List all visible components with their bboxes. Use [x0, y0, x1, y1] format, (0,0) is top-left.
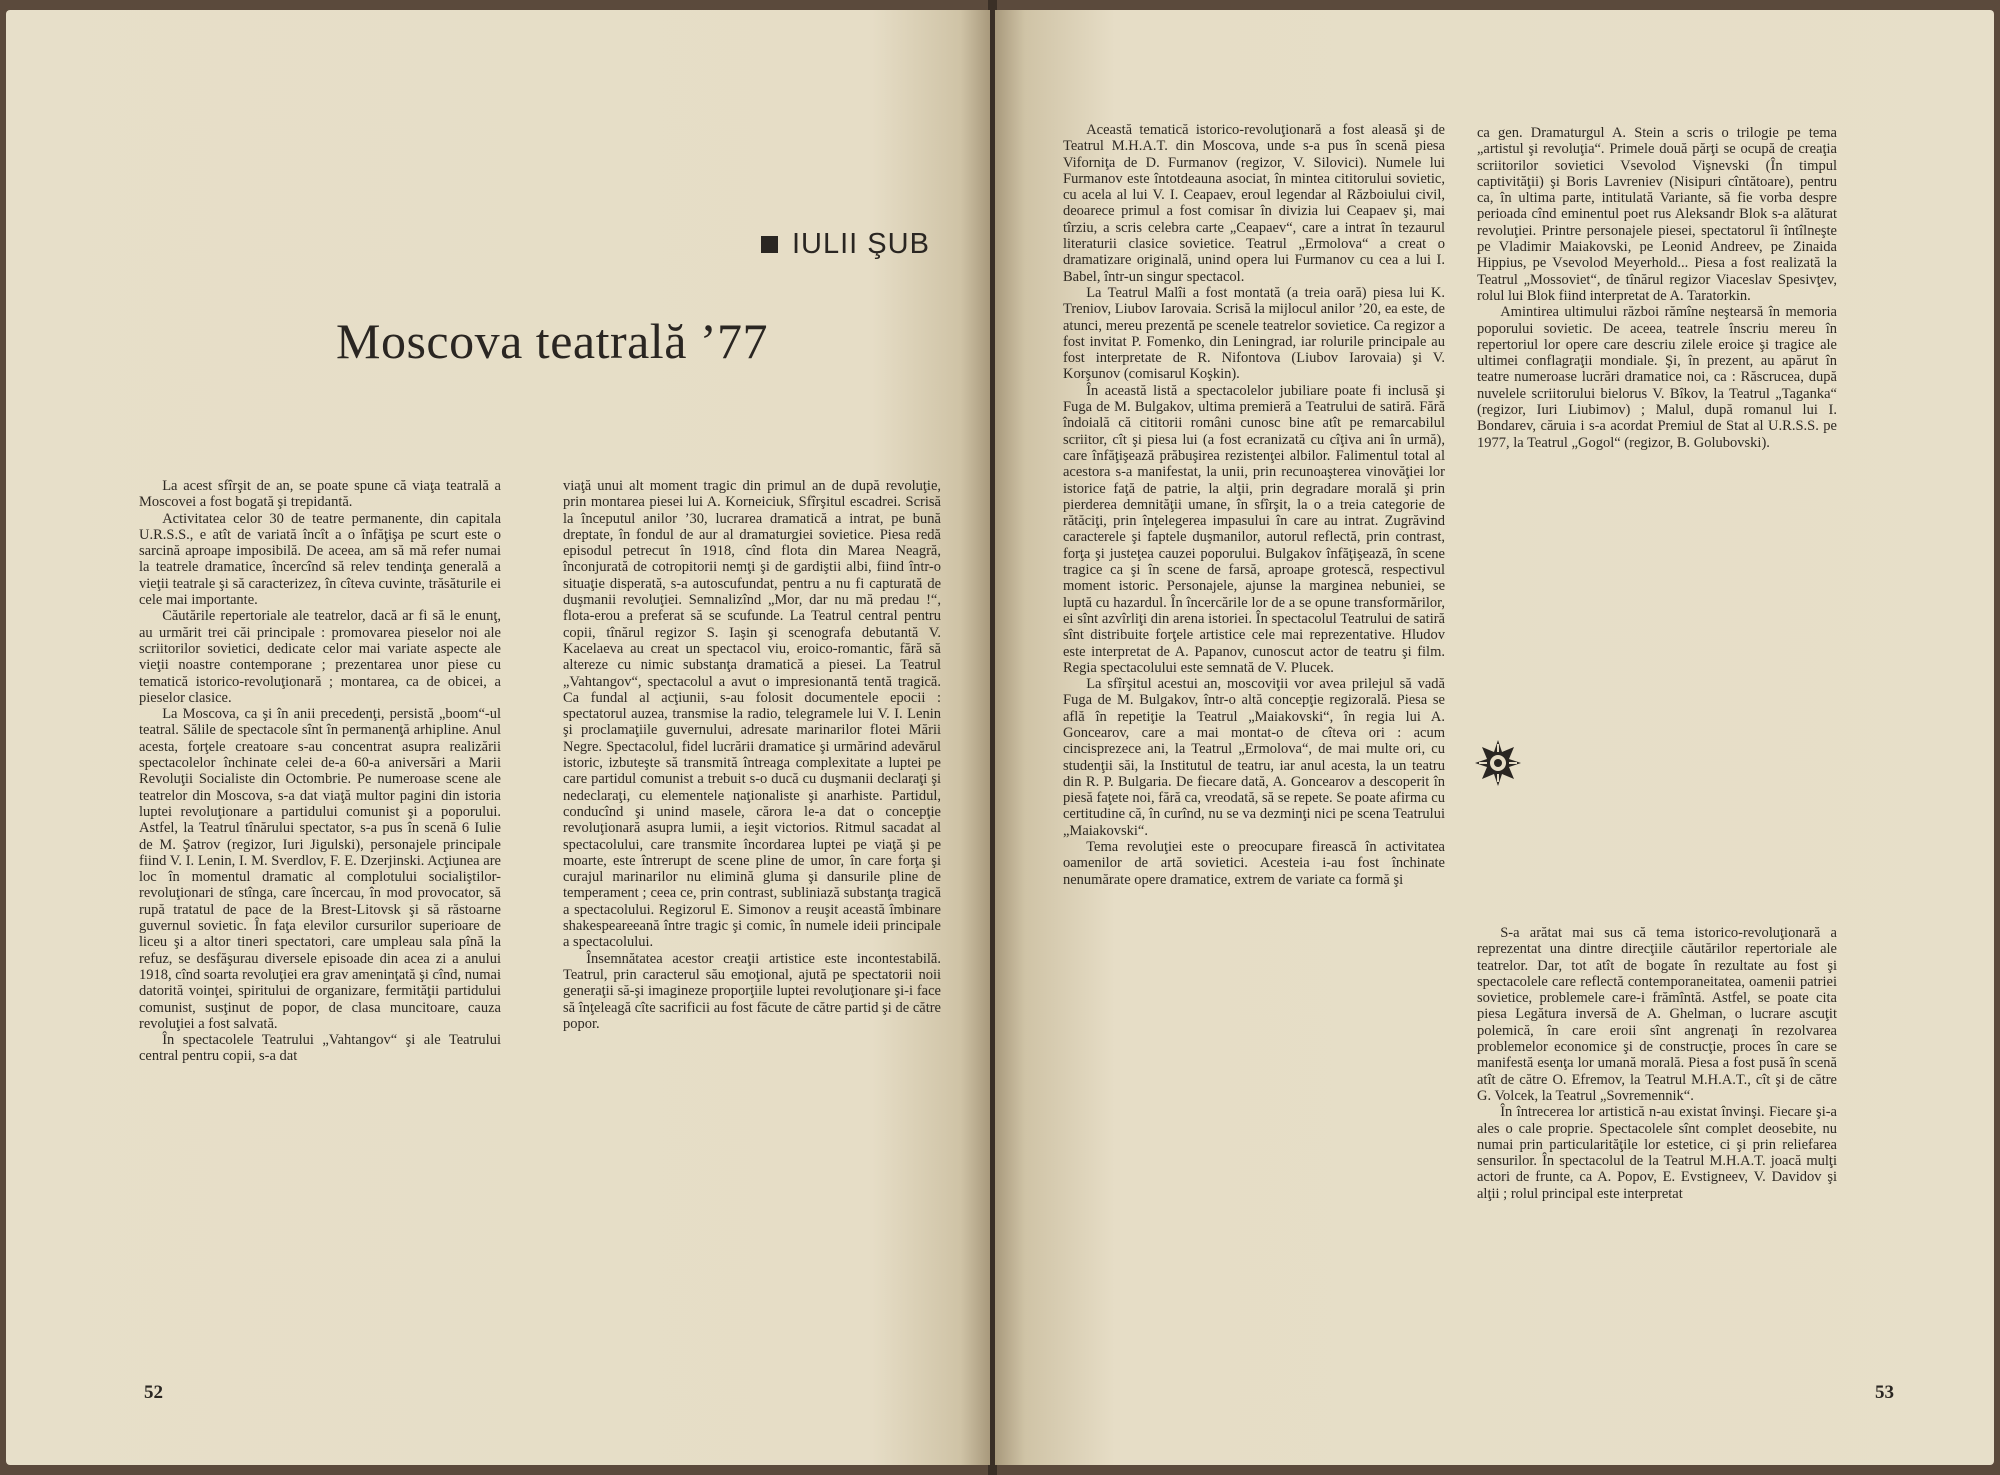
author-byline: [761, 228, 930, 261]
author-name: IULII ŞUB: [792, 228, 930, 260]
paragraph: Amintirea ultimului război rămîne neştearsă în memoria poporului sovietic. De aceea, teatrele înscriu mereu în repertoriul lor opere care descriu zilele eroice şi tragice ale ultimei conflagraţii mondiale. Şi, în prezent, au apărut în teatre numeroase lucrări dramatice noi, ca : Răscrucea, după nuvelele scriitorului bielorus V. Bîkov, la Teatrul „Taganka“ (regizor, Iuri Liubimov) ; Malul, după romanul lui I. Bondarev, căruia i s-a acordat Premiul de Stat al U.R.S.S. pe 1977, la Teatrul „Gogol“ (regizor, B. Golubovski).: [1477, 304, 1837, 451]
snowflake-ornament-icon: [1473, 738, 1523, 788]
paragraph: În spectacolele Teatrului „Vahtangov“ şi ale Teatrului central pentru copii, s-a dat: [139, 1032, 501, 1065]
paragraph: Activitatea celor 30 de teatre permanente, din capitala U.R.S.S., e atît de variată încît a o înfăţişa pe scurt este o sarcină aproape imposibilă. De aceea, am să mă refer numai la teatrele dramatice, încercînd să relev tendinţa generală a vieţii teatrale şi să caracterizez, în cîteva cuvinte, trăsăturile ei cele mai importante.: [139, 510, 501, 609]
left-column-1: [139, 478, 501, 1065]
right-column-2-top: [1477, 125, 1837, 451]
paragraph: viaţă unui alt moment tragic din primul an de după revoluţie, prin montarea piesei lui A. Korneiciuk, Sfîrşitul escadrei. Scrisă la începutul anilor ’30, lucrarea dramatică a intrat, pe bună dreptate, în fondul de aur al dramaturgiei sovietice. Piesa redă episodul petrecut în 1918, cînd flota din Marea Neagră, înconjurată de cotropitorii nemţi şi de gardiştii albi, fiind într-o situaţie disperată, s-a autoscufundat, pentru a nu fi capturată de duşmanii revoluţiei. Semnalizînd „Mor, dar nu mă predau !“, flota-erou a preferat să se scufunde. La Teatrul central pentru copii, tînărul regizor S. Iaşin şi scenografa debutantă V. Kacelaeva au creat un spectacol viu, eroico-romantic, fără să altereze cu nimic substanţa dramatică a piesei. La Teatrul „Vahtangov“, spectacolul a avut o impresionantă tentă tragică. Ca fundal al acţiunii, s-au folosit documentele epocii : spectatorul auzea, transmise la radio, telegramele lui V. I. Lenin şi proclamaţiile guvernului, adresate marinarilor flotei Mării Negre. Spectacolul, fidel lucrării dramatice şi urmărind adevărul istoric, izbuteşte să transmită întreaga complexitate a luptei pe care partidul comunist a trebuit s-o ducă cu duşmanii declaraţi şi nedeclaraţi, cu elementele naţionaliste şi anarhiste. Partidul, conducînd şi unind masele, cărora le-a dat o concepţie revoluţionară asupra lumii, a ieşit victorios. Ritmul sacadat al spectacolului, care transmite încordarea luptei pe viaţă şi pe moarte, este întrerupt de scene pline de umor, în care forţa şi curajul marinarilor nu elimină gluma şi dansurile pline de temperament ; ceea ce, prin contrast, subliniază substanţa tragică a spectacolului. Regizorul E. Simonov a reuşit această îmbinare shakespeareeană între tragic şi comic, în numele ideii principale a spectacolului.: [563, 478, 941, 951]
paragraph: Tema revoluţiei este o preocupare firească în activitatea oamenilor de artă sovietici. Acesteia i-au fost închinate nenumărate opere dramatice, extrem de variate ca formă şi: [1063, 839, 1445, 888]
paragraph: La acest sfîrşit de an, se poate spune că viaţa teatrală a Moscovei a fost bogată şi trepidantă.: [139, 478, 501, 511]
paragraph: În întrecerea lor artistică n-au existat învinşi. Fiecare şi-a ales o cale proprie. Spectacolele sînt complet deosebite, nu numai prin particularităţile lor estetice, ci şi prin reliefarea sensurilor. În spectacolul de la Teatrul M.H.A.T. joacă mulţi actori de frunte, ca A. Popov, E. Evstigneev, V. Davidov şi alţii ; rolul principal este interpretat: [1477, 1104, 1837, 1202]
bullet-square-icon: [761, 236, 778, 253]
right-page: [995, 10, 1994, 1465]
left-column-2: [563, 478, 941, 1032]
right-column-2-bottom: [1477, 925, 1837, 1202]
page-number-left: 52: [144, 1382, 163, 1403]
paragraph: Căutările repertoriale ale teatrelor, dacă ar fi să le enunţ, au urmărit trei căi principale : promovarea pieselor noi ale scriitorilor sovietici, dedicate celor mai variate aspecte ale vieţii noastre contemporane ; prezentarea unor piese cu tematică istorico-revoluţionară ; montarea, ca de obicei, a pieselor clasice.: [139, 608, 501, 706]
paragraph: Această tematică istorico-revoluţionară a fost aleasă şi de Teatrul M.H.A.T. din Moscova, unde s-a pus în scenă piesa Viforniţa de D. Furmanov (regizor, V. Silovici). Numele lui Furmanov este întotdeauna asociat, în mintea cititorului sovietic, cu acela al lui V. I. Ceapaev, eroul legendar al Războiului civil, deoarece primul a fost comisar în divizia lui Ceapaev şi, mai tîrziu, a scris celebra carte „Ceapaev“, care a intrat în tezaurul literaturii clasice sovietice. Teatrul „Ermolova“ a creat o dramatizare originală, unind opera lui Furmanov cu cea a lui I. Babel, într-un singur spectacol.: [1063, 122, 1445, 285]
paragraph: S-a arătat mai sus că tema istorico-revoluţionară a reprezentat una dintre direcţiile căutărilor repertoriale ale teatrelor. Dar, tot atît de bogate în rezultate au fost şi spectacolele care reflectă contemporaneitatea, oamenii patriei sovietice, problemele care-i frămîntă. Astfel, se poate cita piesa Legătura inversă de A. Ghelman, o lucrare ascuţit polemică, în care eroii sînt angrenaţi în rezolvarea problemelor economice şi de construcţie, proces în care se manifestă esenţa lor umană morală. Piesa a fost pusă în scenă atît de către O. Efremov, la Teatrul M.H.A.T., cît şi de către G. Volcek, la Teatrul „Sovremennik“.: [1477, 925, 1837, 1104]
paragraph: La Teatrul Malîi a fost montată (a treia oară) piesa lui K. Treniov, Liubov Iarovaia. Scrisă la mijlocul anilor ’20, ea este, de atunci, mereu prezentă pe scenele teatrelor sovietice. Ca regizor a fost invitat P. Fomenko, din Leningrad, iar rolurile principale au fost interpretate de R. Nifontova (Liubov Iarovaia) şi V. Korşunov (comisarul Koşkin).: [1063, 284, 1445, 383]
right-column-1: [1063, 122, 1445, 888]
paragraph: În această listă a spectacolelor jubiliare poate fi inclusă şi Fuga de M. Bulgakov, ultima premieră a Teatrului de satiră. Fără îndoială că cititorii români cunosc bine atît pe remarcabilul scriitor, cît şi piesa lui (a fost ecranizată cu cîţiva ani în urmă), care înfăţişează prăbuşirea rezistenţei albilor. Falimentul total al acestora s-a manifestat, la unii, prin recunoaşterea vinovăţiei lor istorice faţă de patrie, la alţii, prin degradare morală şi prin pierderea demnităţii umane, în sfîrşit, la o a treia categorie de rătăciţi, prin înţelegerea impasului în care au intrat. Zugrăvind caracterele şi faptele duşmanilor, autorul reflectă, prin contrast, forţa şi justeţea cauzei poporului. Bulgakov înfăţişează, în scene tragice ca şi în scene de farsă, aproape grotescă, respectivul moment istoric. Personajele, ajunse la marginea nebuniei, se luptă cu hazardul. În încercările lor de a se opune transformărilor, ei sînt azvîrliţi din arena istoriei. În spectacolul Teatrului de satiră sînt distribuite forţele artistice cele mai reprezentative. Hludov este interpretat de A. Papanov, cunoscut actor de teatru şi film. Regia spectacolului este semnată de V. Plucek.: [1063, 382, 1445, 676]
article-title: Moscova teatrală ’77: [336, 313, 769, 369]
paragraph: ca gen. Dramaturgul A. Stein a scris o trilogie pe tema „artistul şi revoluţia“. Primele două părţi se ocupă de creaţia scriitorilor sovietici Vsevolod Vişnevski (În timpul captivităţii) şi Boris Lavreniev (Nisipuri cîntătoare), pentru ca, în ultima parte, intitulată Variante, să fie vorba despre perioada cînd eminentul poet rus Aleksandr Blok s-a alăturat revoluţiei. Printre personajele piesei, spectatorul îi întîlneşte pe Vladimir Maiakovski, pe Leonid Andreev, pe Zinaida Hippius, pe Vsevolod Meyerhold... Piesa a fost realizată la Teatrul „Mossoviet“, de tînărul regizor Viaceslav Spesivţev, rolul lui Blok fiind interpretat de A. Taratorkin.: [1477, 125, 1837, 304]
paragraph: La Moscova, ca şi în anii precedenţi, persistă „boom“-ul teatral. Sălile de spectacole sînt în permanenţă arhipline. Anul acesta, forţele creatoare s-au concentrat asupra realizării spectacolelor închinate celei de-a 60-a aniversări a Marii Revoluţii Socialiste din Octombrie. Pe numeroase scene ale teatrelor din Moscova, s-a dat viaţă multor pagini din istoria luptei revoluţionare a partidului comunist şi a poporului. Astfel, la Teatrul tînărului spectator, s-a pus în scenă 6 Iulie de M. Şatrov (regizor, Iuri Jigulski), personajele principale fiind V. I. Lenin, I. M. Sverdlov, F. E. Dzerjinski. Acţiunea are loc în momentul dramatic al complotului socialiştilor-revoluţionari de stînga, care încercau, în mod provocator, să rupă tratatul de pace de la Brest-Litovsk şi să răstoarne guvernul sovietic. În faţa elevilor cursurilor superioare de liceu şi a altor tineri spectatori, care umpleau sala pînă la refuz, se desfăşurau diversele episoade din acea zi a anului 1918, cînd soarta revoluţiei era grav ameninţată şi cînd, numai datorită voinţei, spiritului de organizare, fermităţii partidului comunist, susţinut de popor, de clasa muncitoare, cauza revoluţiei a fost salvată.: [139, 706, 501, 1032]
page-number-right: 53: [1875, 1382, 1894, 1403]
paragraph: Însemnătatea acestor creaţii artistice este incontestabilă. Teatrul, prin caracterul său emoţional, ajută pe spectatorii noii generaţii să-şi imagineze proporţiile luptei revoluţionare şi-i face să înţeleagă cîte sacrificii au fost făcute de către partid şi de către popor.: [563, 950, 941, 1032]
left-page: [6, 10, 990, 1465]
paragraph: La sfîrşitul acestui an, moscoviţii vor avea prilejul să vadă Fuga de M. Bulgakov, într-o altă concepţie regizorală. Piesa se află în repetiţie la Teatrul „Maiakovski“, în regia lui A. Goncearov, care a mai montat-o de cîteva ori : acum cincisprezece ani, la Teatrul „Ermolova“, de mai multe ori, cu studenţii săi, la Institutul de teatru, iar anul acesta, la un teatru din R. P. Bulgaria. De fiecare dată, A. Goncearov a descoperit în piesă faţete noi, fără ca, vreodată, să se repete. Se poate afirma cu certitudine că, în curînd, nu se va dezminţi nici pe scena Teatrului „Maiakovski“.: [1063, 676, 1445, 839]
